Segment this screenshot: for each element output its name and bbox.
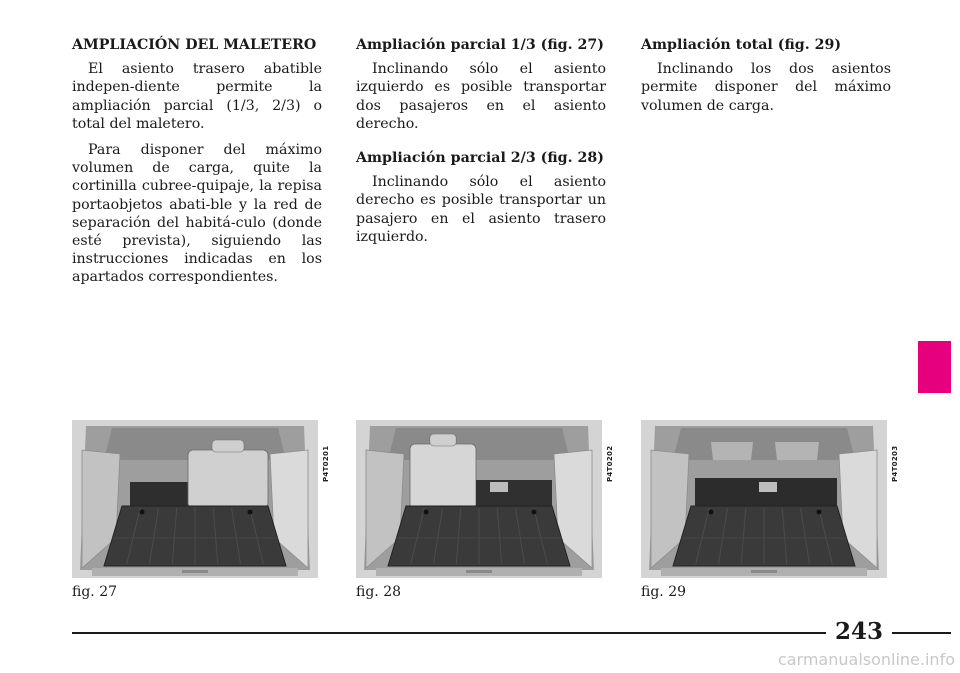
body-paragraph: Inclinando los dos asientos permite disponer del máximo volumen de carga. [641, 61, 891, 114]
figure-caption-29: fig. 29 [641, 584, 687, 600]
trunk-photo-fig-28 [356, 420, 602, 578]
figure-code: P4T0203 [891, 445, 899, 482]
text-column-3 [641, 36, 891, 123]
figure-code: P4T0201 [322, 445, 330, 482]
figure-29 [641, 420, 899, 578]
section-tab-marker [918, 341, 951, 393]
trunk-photo-fig-29 [641, 420, 887, 578]
section-heading: Ampliación total (fig. 29) [641, 37, 842, 53]
footer-rule [72, 632, 951, 634]
figure-28 [356, 420, 614, 578]
trunk-photo-fig-27 [72, 420, 318, 578]
figure-code: P4T0202 [606, 445, 614, 482]
figure-27 [72, 420, 330, 578]
body-paragraph: El asiento trasero abatible indepen-diente permite la ampliación parcial (1/3, 2/3) o total del maletero. [72, 61, 322, 132]
figure-caption-27: fig. 27 [72, 584, 118, 600]
text-column-2 [356, 36, 606, 254]
text-column-1 [72, 36, 322, 295]
page-number: 243 [826, 616, 892, 648]
watermark: carmanualsonline.info [777, 650, 955, 669]
body-paragraph: Inclinando sólo el asiento derecho es posible transportar un pasajero en el asiento trasero izquierdo. [356, 174, 606, 245]
section-heading: Ampliación parcial 1/3 (fig. 27) [356, 37, 604, 53]
section-heading: AMPLIACIÓN DEL MALETERO [72, 37, 317, 53]
body-paragraph: Inclinando sólo el asiento izquierdo es posible transportar dos pasajeros en el asiento derecho. [356, 61, 606, 132]
body-paragraph: Para disponer del máximo volumen de carga, quite la cortinilla cubree-quipaje, la repisa portaobjetos abati-ble y la red de separación del habitá-culo (donde esté prevista), siguiendo las instrucciones indicadas en los apartados correspondientes. [72, 142, 322, 286]
figure-caption-28: fig. 28 [356, 584, 402, 600]
section-heading: Ampliación parcial 2/3 (fig. 28) [356, 150, 604, 167]
